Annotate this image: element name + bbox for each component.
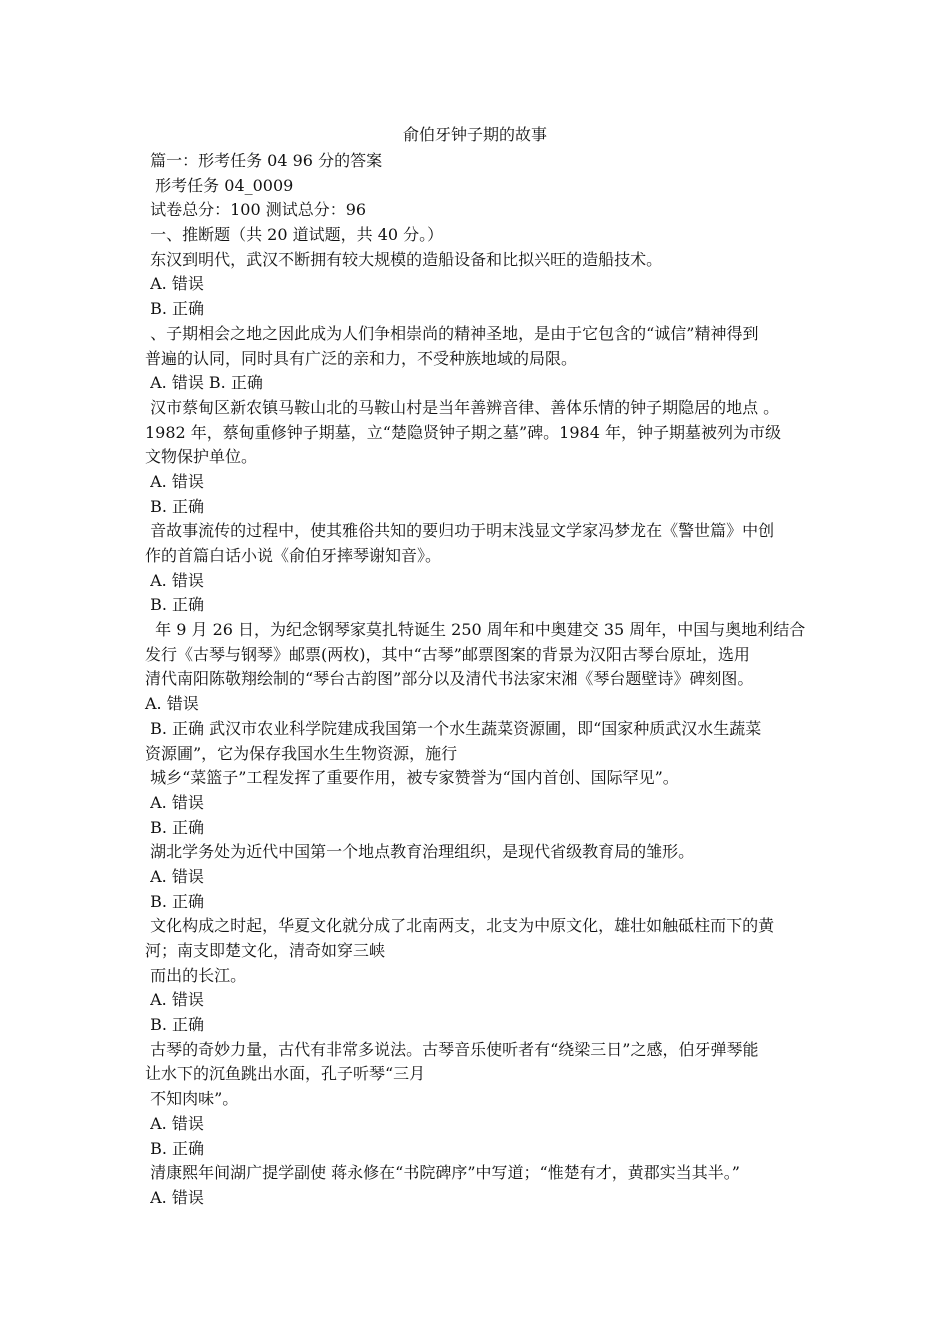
text-line: B. 正确 [145, 496, 205, 516]
text-line: 一、推断题（共 20 道试题，共 40 分。） [145, 225, 444, 245]
text-line: A. 错误 [145, 570, 204, 590]
text-line: 让水下的沉鱼跳出水面，孔子听琴“三月 [145, 1064, 426, 1084]
document-body [145, 149, 810, 1211]
text-line: A. 错误 [145, 1113, 204, 1133]
text-line: 作的首篇白话小说《俞伯牙摔琴谢知音》。 [145, 546, 442, 565]
text-line: A. 错误 [145, 866, 204, 886]
text-line: B. 正确 [145, 817, 205, 837]
text-line: 形考任务 04_0009 [145, 175, 294, 195]
text-line: 、子期相会之地之因此成为人们争相崇尚的精神圣地，是由于它包含的“诚信”精神得到 [145, 323, 759, 343]
text-line: 东汉到明代，武汉不断拥有较大规模的造船设备和比拟兴旺的造船技术。 [145, 249, 663, 269]
text-line: 不知肉味”。 [145, 1089, 239, 1109]
text-line: 古琴的奇妙力量，古代有非常多说法。古琴音乐使听者有“绕梁三日”之感，伯牙弹琴能 [145, 1039, 759, 1059]
text-line: A. 错误 [145, 471, 204, 491]
text-line: 年 9 月 26 日，为纪念钢琴家莫扎特诞生 250 周年和中奥建交 35 周年，中国与奥地利结合 [145, 620, 806, 640]
text-line: 城乡“菜篮子”工程发挥了重要作用，被专家赞誉为“国内首创、国际罕见”。 [145, 768, 679, 788]
text-line: 汉市蔡甸区新农镇马鞍山北的马鞍山村是当年善辨音律、善体乐情的钟子期隐居的地点 。 [145, 397, 780, 417]
text-line: 资源圃”，它为保存我国水生生物资源，施行 [145, 743, 458, 763]
text-line: 普遍的认同，同时具有广泛的亲和力，不受种族地域的局限。 [145, 348, 578, 368]
text-line: 音故事流传的过程中，使其雅俗共知的要归功于明末浅显文学家冯梦龙在《警世篇》中创 [145, 521, 775, 541]
text-line: B. 正确 武汉市农业科学院建成我国第一个水生蔬菜资源圃，即“国家种质武汉水生蔬菜 [145, 718, 762, 738]
text-line: B. 正确 [145, 299, 205, 319]
text-line: B. 正确 [145, 1138, 205, 1158]
text-line: 发行《古琴与钢琴》邮票(两枚)，其中“古琴”邮票图案的背景为汉阳古琴台原址，选用 [145, 644, 750, 664]
text-line: B. 正确 [145, 891, 205, 911]
text-line: 河；南支即楚文化，清奇如穿三峡 [145, 941, 386, 960]
text-line: 文物保护单位。 [145, 447, 258, 467]
document-title: 俞伯牙钟子期的故事 [402, 125, 547, 144]
text-line: A. 错误 [145, 990, 204, 1010]
text-line: 文化构成之时起，华夏文化就分成了北南两支，北支为中原文化，雄壮如触砥柱而下的黄 [145, 916, 775, 936]
text-line: A. 错误 [145, 694, 199, 714]
text-line: A. 错误 [145, 1187, 204, 1207]
text-line: A. 错误 [145, 792, 204, 812]
text-line: 试卷总分：100 测试总分：96 [145, 200, 367, 220]
text-line: 而出的长江。 [145, 965, 247, 985]
text-line: 湖北学务处为近代中国第一个地点教育治理组织，是现代省级教育局的雏形。 [145, 842, 695, 862]
text-line: A. 错误 B. 正确 [145, 373, 263, 393]
text-line: 清康熙年间湖广提学副使 蒋永修在“书院碑序”中写道；“惟楚有才，黄郡实当其半。” [145, 1163, 740, 1183]
text-line: B. 正确 [145, 595, 205, 615]
text-line: B. 正确 [145, 1015, 205, 1035]
text-line: A. 错误 [145, 274, 204, 294]
text-line: 清代南阳陈敬翔绘制的“琴台古韵图”部分以及清代书法家宋湘《琴台题壁诗》碑刻图。 [145, 669, 754, 689]
text-line: 1982 年，蔡甸重修钟子期墓，立“楚隐贤钟子期之墓”碑。1984 年，钟子期墓被列为市级 [145, 422, 781, 442]
text-line: 篇一：形考任务 04 96 分的答案 [145, 151, 383, 170]
